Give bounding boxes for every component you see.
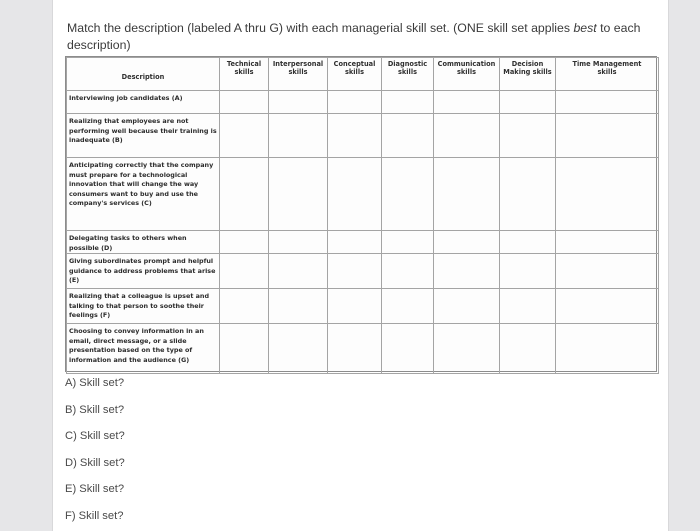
answer-f-label: F) Skill set? <box>65 509 124 522</box>
table-cell <box>269 254 328 289</box>
table-cell <box>269 324 328 374</box>
table-cell <box>434 324 500 374</box>
table-cell <box>220 289 269 324</box>
table-row <box>67 114 659 158</box>
table-row <box>67 289 659 324</box>
question-line2: description) <box>67 38 131 52</box>
table-cell <box>382 158 434 231</box>
row-description-c: Anticipating correctly that the company must prepare for a technological innovation that will change the way consumers want to buy and use the company's services (C) <box>67 158 220 231</box>
table-cell <box>500 289 556 324</box>
table-cell <box>556 158 659 231</box>
row-description-e: Giving subordinates prompt and helpful guidance to address problems that arise (E) <box>67 254 220 289</box>
column-header-decision-making: Decision Making skills <box>500 58 556 91</box>
table-cell <box>500 254 556 289</box>
row-description-a: Interviewing job candidates (A) <box>67 91 220 114</box>
answer-list <box>63 377 263 531</box>
table-cell <box>382 231 434 254</box>
table-cell <box>434 158 500 231</box>
table-cell <box>500 91 556 114</box>
question-text <box>67 20 657 54</box>
row-description-f: Realizing that a colleague is upset and talking to that person to soothe their feelings (F) <box>67 289 220 324</box>
column-header-interpersonal: Interpersonal skills <box>269 58 328 91</box>
table-row <box>67 231 659 254</box>
row-description-d: Delegating tasks to others when possible (D) <box>67 231 220 254</box>
skills-table <box>66 57 659 374</box>
table-cell <box>556 254 659 289</box>
table-cell <box>328 324 382 374</box>
row-description-b: Realizing that employees are not performing well because their training is inadequate (B) <box>67 114 220 158</box>
table-header-row <box>67 58 659 91</box>
table-cell <box>220 91 269 114</box>
answer-c-label: C) Skill set? <box>65 430 125 443</box>
table-cell <box>434 231 500 254</box>
table-cell <box>269 289 328 324</box>
skills-matching-table-image <box>65 56 657 372</box>
table-cell <box>382 289 434 324</box>
column-header-communication: Communication skills <box>434 58 500 91</box>
question-line1-end: to each <box>596 21 641 35</box>
table-cell <box>269 231 328 254</box>
row-description-g: Choosing to convey information in an email, direct message, or a slide presentation based on the type of information and the audience (G) <box>67 324 220 374</box>
answer-a-label: A) Skill set? <box>65 377 125 389</box>
table-row <box>67 158 659 231</box>
description-header: Description <box>67 58 220 91</box>
answer-e-label: E) Skill set? <box>65 483 125 496</box>
column-header-diagnostic: Diagnostic skills <box>382 58 434 91</box>
question-card <box>52 0 669 531</box>
table-cell <box>382 114 434 158</box>
table-cell <box>220 231 269 254</box>
table-cell <box>328 231 382 254</box>
table-cell <box>556 231 659 254</box>
table-cell <box>328 91 382 114</box>
table-cell <box>434 289 500 324</box>
table-cell <box>220 114 269 158</box>
table-cell <box>500 158 556 231</box>
table-cell <box>434 254 500 289</box>
table-cell <box>328 254 382 289</box>
table-row <box>67 324 659 374</box>
table-row <box>67 254 659 289</box>
table-cell <box>220 324 269 374</box>
table-cell <box>269 158 328 231</box>
table-cell <box>500 231 556 254</box>
column-header-technical: Technical skills <box>220 58 269 91</box>
table-cell <box>382 91 434 114</box>
column-header-time-management: Time Management skills <box>556 58 659 91</box>
table-cell <box>328 289 382 324</box>
table-cell <box>269 114 328 158</box>
table-cell <box>556 324 659 374</box>
table-cell <box>328 114 382 158</box>
table-cell <box>328 158 382 231</box>
question-line1: Match the description (labeled A thru G) with each managerial skill set. (ONE skill set applies <box>67 21 574 35</box>
table-cell <box>434 91 500 114</box>
table-cell <box>556 91 659 114</box>
table-cell <box>434 114 500 158</box>
table-cell <box>556 114 659 158</box>
table-cell <box>220 254 269 289</box>
answer-d-label: D) Skill set? <box>65 456 125 469</box>
question-emphasis: best <box>573 21 597 35</box>
table-cell <box>382 324 434 374</box>
table-cell <box>382 254 434 289</box>
column-header-conceptual: Conceptual skills <box>328 58 382 91</box>
table-cell <box>500 324 556 374</box>
table-cell <box>269 91 328 114</box>
table-cell <box>556 289 659 324</box>
table-cell <box>500 114 556 158</box>
table-row <box>67 91 659 114</box>
answer-b-label: B) Skill set? <box>65 403 125 416</box>
table-cell <box>220 158 269 231</box>
